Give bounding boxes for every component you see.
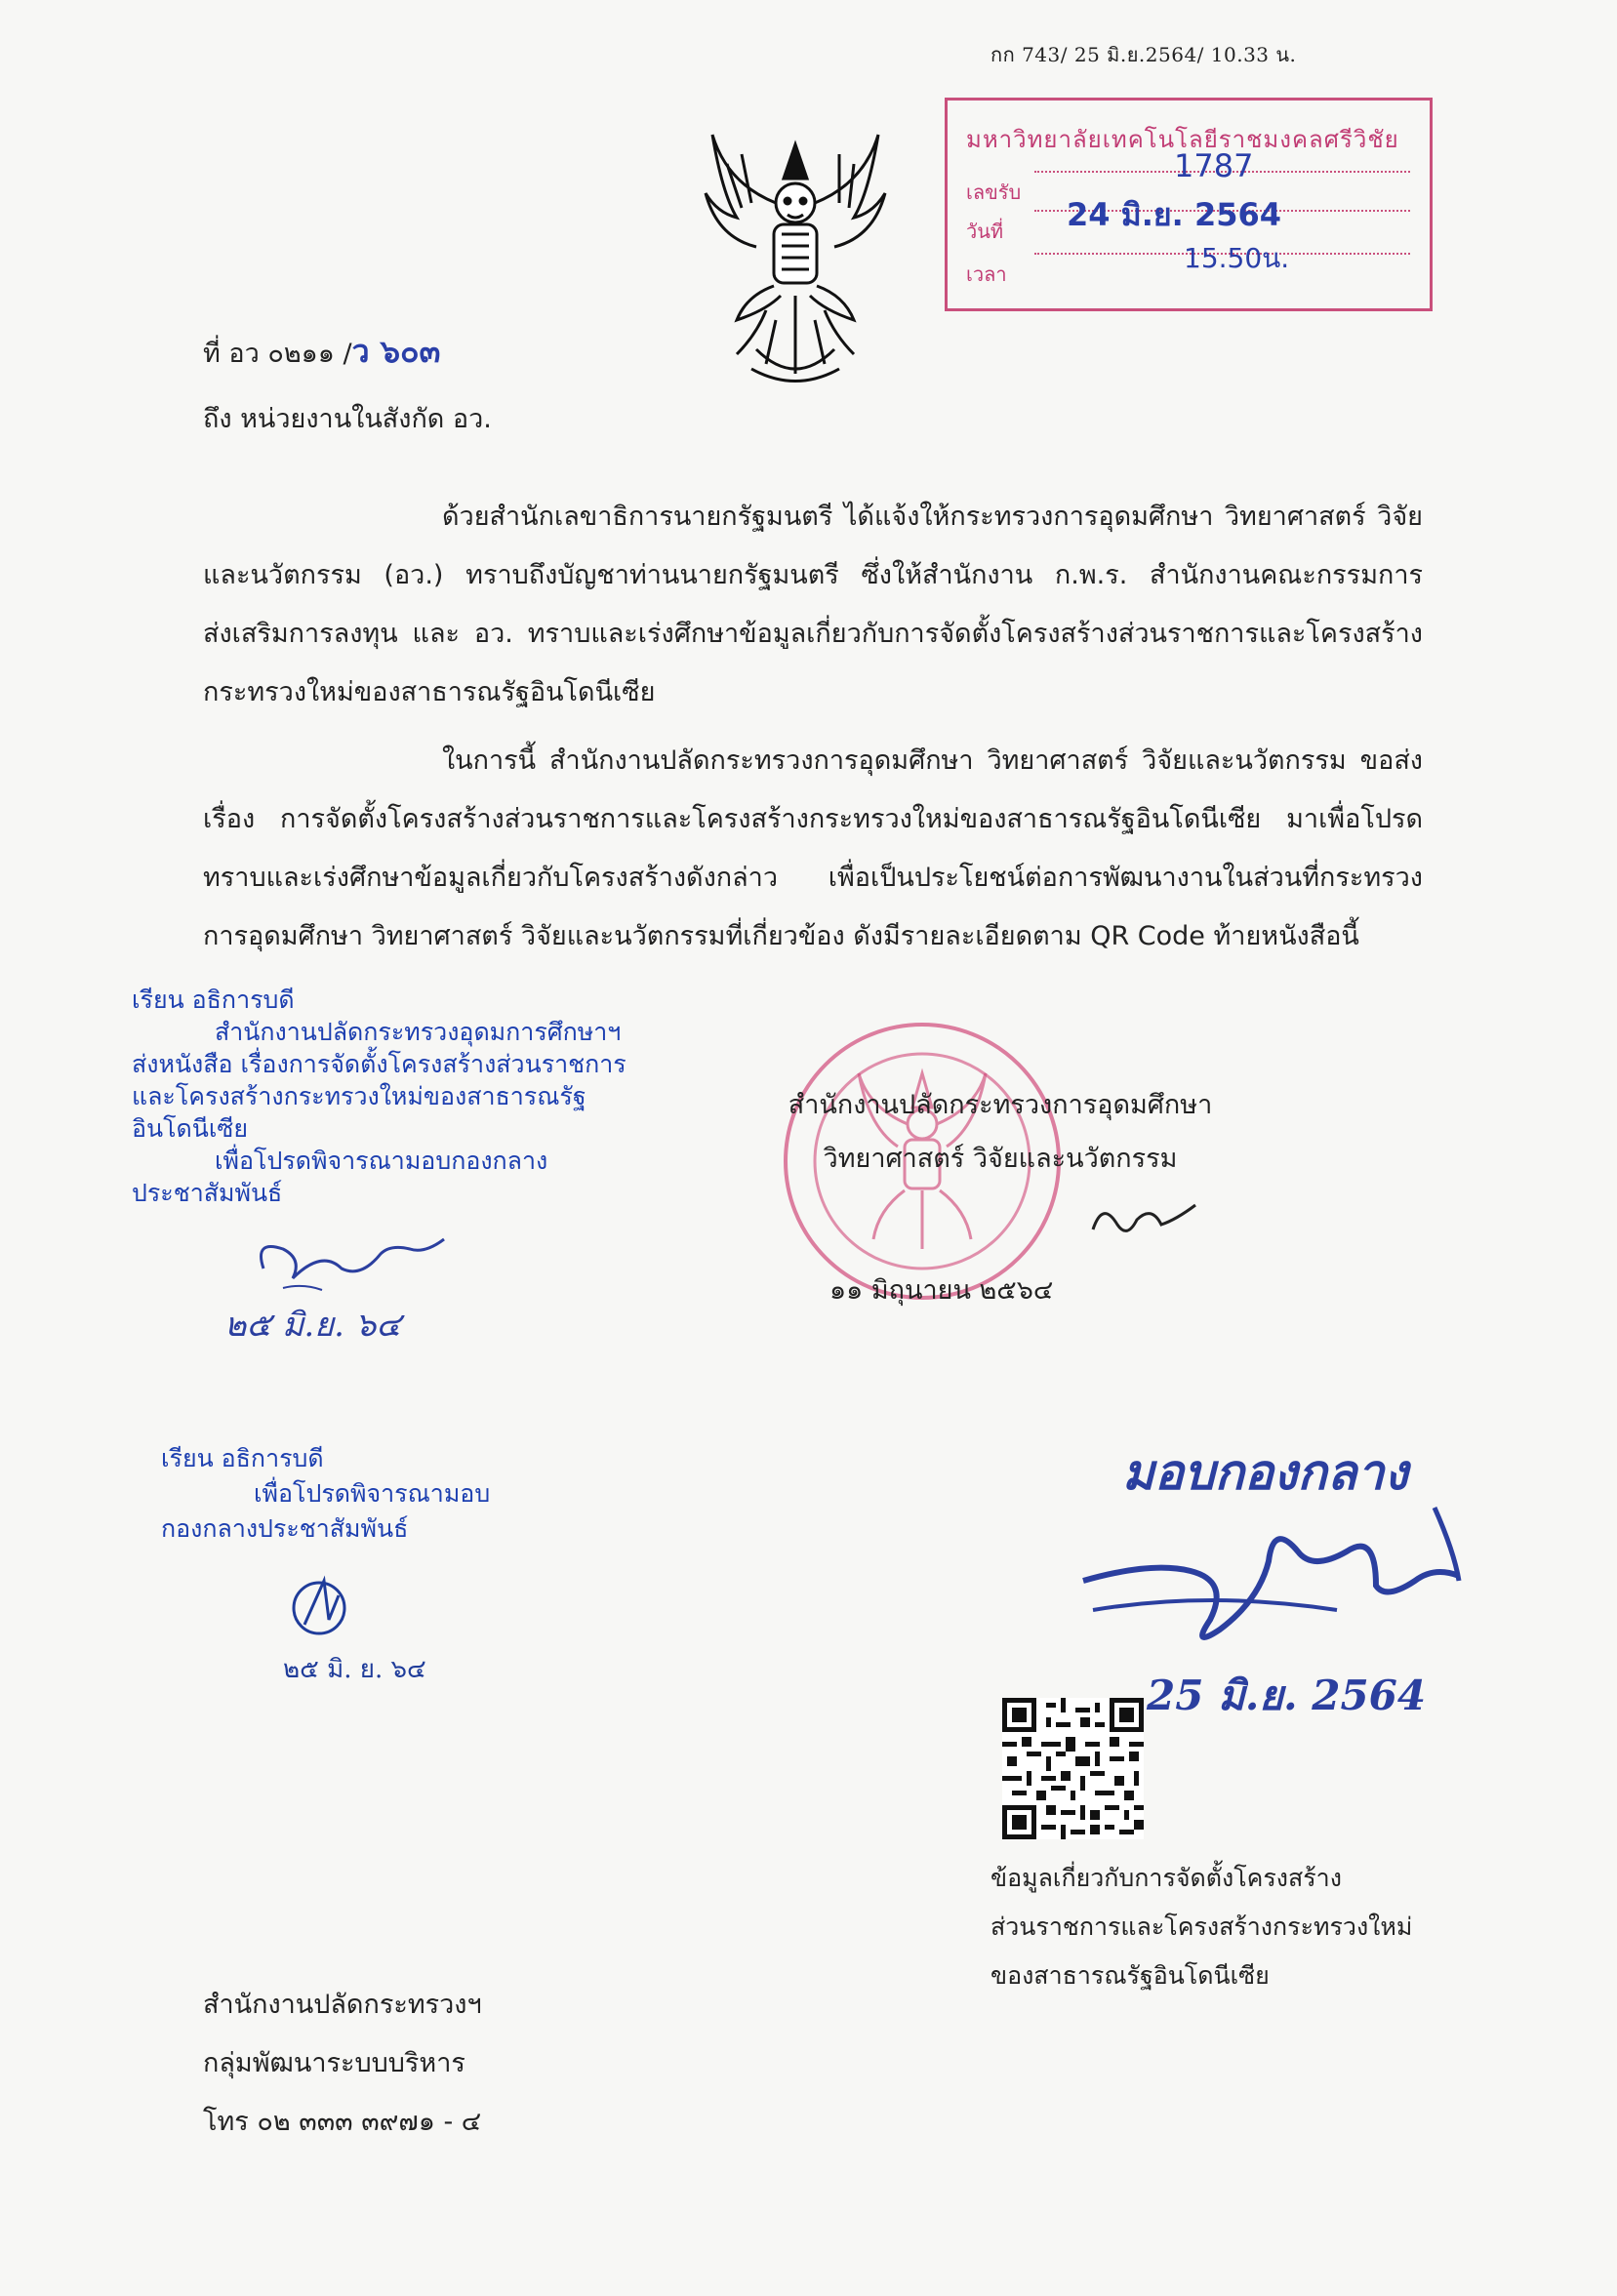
receipt-note: กก 743/ 25 มิ.ย.2564/ 10.33 น. bbox=[990, 43, 1297, 66]
signature-block bbox=[771, 1078, 1230, 1186]
footer-contact bbox=[203, 1976, 482, 2152]
qr-code-icon[interactable] bbox=[1002, 1698, 1144, 1839]
note-1-line-7: ประชาสัมพันธ์ bbox=[132, 1179, 283, 1207]
paragraph-2-line-4: การอุดมศึกษา วิทยาศาสตร์ วิจัยและนวัตกรรมที่เกี่ยวข้อง ดังมีรายละเอียดตาม QR Code ท้ายหนังสือนี้ bbox=[203, 921, 1359, 951]
stamp-university-name: มหาวิทยาลัยเทคโนโลยีราชมงคลศรีวิชัย bbox=[966, 126, 1399, 153]
reference-number bbox=[203, 322, 440, 383]
annotation-note-2 bbox=[161, 1441, 490, 1547]
paragraph-1-line-3: ส่งเสริมการลงทุน และ อว. ทราบและเร่งศึกษาข้อมูลเกี่ยวกับการจัดตั้งโครงสร้างส่วนราชการและโครงสร้าง bbox=[203, 619, 1423, 649]
stamp-date-value: 24 มิ.ย. 2564 bbox=[1067, 196, 1282, 233]
footer-phone: โทร ๐๒ ๓๓๓ ๓๙๗๑ - ๔ bbox=[203, 2107, 482, 2137]
qr-caption bbox=[990, 1854, 1412, 2000]
signature-office-line-2: วิทยาศาสตร์ วิจัยและนวัตกรรม bbox=[823, 1144, 1178, 1174]
note-1-line-5: อินโดนีเซีย bbox=[132, 1114, 249, 1143]
note-1-date: ๒๕ มิ.ย. ๖๔ bbox=[224, 1306, 402, 1345]
paragraph-1-line-4: กระทรวงใหม่ของสาธารณรัฐอินโดนีเซีย bbox=[203, 677, 656, 707]
footer-department: กลุ่มพัฒนาระบบบริหาร bbox=[203, 2048, 465, 2078]
annotation-note-1 bbox=[132, 984, 627, 1209]
note-1-line-4: และโครงสร้างกระทรวงใหม่ของสาธารณรัฐ bbox=[132, 1082, 586, 1110]
recipient-line: ถึง หน่วยงานในสังกัด อว. bbox=[203, 404, 492, 434]
note-1-signature-icon bbox=[215, 1229, 459, 1308]
note-2-line-3: กองกลางประชาสัมพันธ์ bbox=[161, 1514, 409, 1543]
assign-handwriting: มอบกองกลาง bbox=[1122, 1443, 1408, 1501]
stamp-number-label: เลขรับ bbox=[966, 181, 1022, 204]
note-2-line-1: เรียน อธิการบดี bbox=[161, 1444, 324, 1472]
executive-signature-icon bbox=[1064, 1493, 1474, 1659]
qr-caption-line-2: ส่วนราชการและโครงสร้างกระทรวงใหม่ bbox=[990, 1913, 1413, 1941]
note-2-initial-signature-icon bbox=[285, 1571, 353, 1639]
signature-office-line-1: สำนักงานปลัดกระทรวงการอุดมศึกษา bbox=[788, 1090, 1213, 1120]
note-1-line-2: สำนักงานปลัดกระทรวงอุดมการศึกษาฯ bbox=[215, 1018, 622, 1046]
stamp-date-label: วันที่ bbox=[966, 220, 1004, 243]
stamp-time-label: เวลา bbox=[966, 262, 1007, 286]
paragraph-2 bbox=[203, 732, 1423, 966]
receive-stamp bbox=[945, 98, 1433, 311]
paragraph-2-line-1: ในการนี้ สำนักงานปลัดกระทรวงการอุดมศึกษา วิทยาศาสตร์ วิจัยและนวัตกรรม ขอส่ง bbox=[442, 745, 1423, 776]
paragraph-1-line-2: และนวัตกรรม (อว.) ทราบถึงบัญชาท่านนายกรัฐมนตรี ซึ่งให้สำนักงาน ก.พ.ร. สำนักงานคณะกรรมการ bbox=[203, 560, 1423, 590]
reference-prefix: ที่ อว ๐๒๑๑ / bbox=[203, 339, 352, 369]
qr-caption-line-1: ข้อมูลเกี่ยวกับการจัดตั้งโครงสร้าง bbox=[990, 1864, 1342, 1892]
garuda-emblem-icon bbox=[698, 125, 893, 388]
note-2-date: ๒๕ มิ. ย. ๖๔ bbox=[283, 1655, 426, 1684]
footer-office: สำนักงานปลัดกระทรวงฯ bbox=[203, 1990, 482, 2020]
qr-caption-line-3: ของสาธารณรัฐอินโดนีเซีย bbox=[990, 1961, 1270, 1990]
official-signature-icon bbox=[1083, 1190, 1200, 1249]
paragraph-1 bbox=[203, 488, 1423, 722]
paragraph-2-line-3: ทราบและเร่งศึกษาข้อมูลเกี่ยวกับโครงสร้างดังกล่าว เพื่อเป็นประโยชน์ต่อการพัฒนางานในส่วนที่กระทรวง bbox=[203, 863, 1423, 893]
paragraph-2-line-2: เรื่อง การจัดตั้งโครงสร้างส่วนราชการและโครงสร้างกระทรวงใหม่ของสาธารณรัฐอินโดนีเซีย มาเพื่อโปรด bbox=[203, 804, 1423, 834]
stamp-time-value: 15.50น. bbox=[1184, 242, 1290, 274]
note-1-line-3: ส่งหนังสือ เรื่องการจัดตั้งโครงสร้างส่วนราชการ bbox=[132, 1050, 627, 1078]
stamp-number-value: 1787 bbox=[1174, 147, 1254, 184]
order-date-handwriting: 25 มิ.ย. 2564 bbox=[1147, 1672, 1427, 1719]
letter-date: ๑๑ มิถุนายน ๒๕๖๔ bbox=[829, 1275, 1054, 1306]
reference-handwritten-number: ว ๖๐๓ bbox=[351, 333, 441, 370]
note-1-line-6: เพื่อโปรดพิจารณามอบกองกลาง bbox=[215, 1147, 548, 1175]
paragraph-1-line-1: ด้วยสำนักเลขาธิการนายกรัฐมนตรี ได้แจ้งให้กระทรวงการอุดมศึกษา วิทยาศาสตร์ วิจัย bbox=[442, 502, 1423, 532]
note-1-line-1: เรียน อธิการบดี bbox=[132, 986, 295, 1014]
note-2-line-2: เพื่อโปรดพิจารณามอบ bbox=[254, 1479, 491, 1508]
